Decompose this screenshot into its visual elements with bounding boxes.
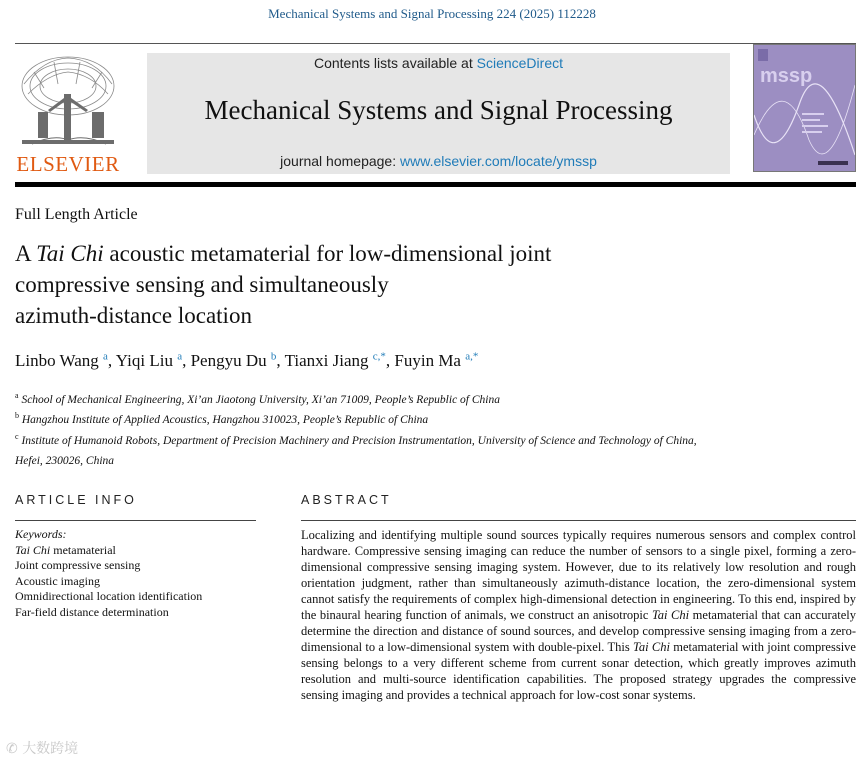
abstract-text: [301, 527, 856, 703]
journal-title[interactable]: Mechanical Systems and Signal Processing: [204, 95, 673, 125]
author-list: [15, 350, 478, 371]
keywords-label: Keywords:: [15, 527, 67, 541]
watermark-logo-icon: ✆: [6, 741, 23, 757]
title-italic: Tai Chi: [36, 241, 104, 266]
homepage-line: [147, 153, 730, 169]
article-type: Full Length Article: [15, 206, 138, 223]
title-prefix: A: [15, 241, 37, 266]
contents-line: [147, 55, 730, 71]
author-name: Tianxi Jiang: [284, 350, 369, 370]
title-line-3: azimuth-distance location: [15, 303, 252, 328]
watermark: [6, 738, 78, 758]
affiliation: [15, 388, 735, 408]
abstract-part-1: Localizing and identifying multiple sound sources typically requires numerous sensors and complex control hardware. Compressive sensing imaging can reduce the number of sensors to a single pixel, forming a zero-dimensional compressive sensing imaging system. However, due to its relatively low resolution and rough orientation judgment, rather than simultaneously azimuth-distance location, the zero-dimensional system cannot satisfy the requirements of complex high-dimensional detection in engineering. To this end, inspired by the binaural hearing function of animals, we construct an anisotropic: [301, 528, 856, 622]
affiliation-text: School of Mechanical Engineering, Xi’an Jiaotong University, Xi’an 71009, People’s Republic of China: [21, 393, 500, 406]
affiliation-mark: b: [15, 411, 19, 421]
author-sep: ,: [107, 350, 116, 370]
author-name: Fuyin Ma: [394, 350, 461, 370]
author-affil-mark[interactable]: a: [103, 350, 108, 362]
author-sep: ,: [385, 350, 395, 370]
affiliation: [15, 449, 735, 469]
homepage-link[interactable]: www.elsevier.com/locate/ymssp: [400, 153, 597, 169]
article-info-heading: ARTICLE INFO: [15, 493, 137, 507]
author[interactable]: [285, 351, 395, 370]
title-line-1-rest: acoustic metamaterial for low-dimensional joint: [103, 241, 552, 266]
author-sep: ,: [276, 350, 285, 370]
title-line-1: [15, 238, 715, 269]
keyword-rest: metamaterial: [50, 542, 116, 557]
article-title: [15, 238, 715, 331]
affiliation-mark: c: [15, 431, 19, 441]
keyword-item[interactable]: Acoustic imaging: [15, 573, 100, 588]
sciencedirect-link[interactable]: ScienceDirect: [476, 55, 563, 71]
keywords-block: [15, 527, 202, 620]
cover-title: mssp: [760, 65, 813, 87]
affiliation: [15, 408, 735, 428]
elsevier-logo[interactable]: [14, 54, 122, 176]
affiliation-mark: a: [15, 391, 19, 400]
author-affil-mark[interactable]: c,*: [372, 350, 386, 362]
homepage-prefix: journal homepage:: [280, 153, 401, 169]
author[interactable]: [191, 351, 285, 370]
affiliation: [15, 429, 735, 449]
author[interactable]: [394, 351, 478, 370]
watermark-text: 大数跨境: [22, 741, 79, 757]
keyword-item[interactable]: Joint compressive sensing: [15, 558, 141, 572]
header-thick-rule: [15, 182, 856, 187]
author-affil-mark[interactable]: a,*: [465, 350, 479, 362]
author-name: Linbo Wang: [15, 350, 99, 370]
title-line-2: compressive sensing and simultaneously: [15, 272, 389, 297]
keyword-item[interactable]: [15, 543, 202, 559]
abstract-part-3: metamaterial with joint compressive sensing belongs to a very different scheme from current sonar detection, which greatly improves azimuth resolution and multi-source identification capabilities. The proposed strategy upgrades the compressive sensing imaging and provides a technical approach for low-cost sonar systems.: [301, 640, 856, 702]
journal-banner: [147, 53, 730, 174]
abstract-heading: ABSTRACT: [301, 493, 392, 507]
affiliation-list: [15, 388, 735, 469]
keyword-italic: Tai Chi: [15, 542, 51, 557]
author-affil-mark[interactable]: a: [177, 350, 183, 362]
author[interactable]: [116, 351, 191, 370]
journal-cover[interactable]: [753, 44, 856, 172]
contents-prefix: Contents lists available at: [313, 55, 477, 71]
keyword-item[interactable]: Far-field distance determination: [15, 604, 169, 619]
author-affil-mark[interactable]: b: [270, 350, 277, 362]
journal-citation[interactable]: Mechanical Systems and Signal Processing 224 (2025) 112228: [268, 6, 596, 21]
affiliation-text: Institute of Humanoid Robots, Department of Precision Machinery and Precision Instrumentation, University of Science and Technology of China,: [21, 434, 697, 447]
elsevier-tree-icon: [14, 54, 122, 150]
abstract-emphasis-2: Tai Chi: [633, 640, 670, 654]
affiliation-text: Hangzhou Institute of Applied Acoustics, Hangzhou 310023, People’s Republic of China: [21, 414, 429, 427]
author[interactable]: [15, 351, 116, 370]
article-info-rule: [15, 520, 256, 521]
header-divider: [15, 43, 856, 44]
elsevier-wordmark: ELSEVIER: [16, 152, 120, 176]
abstract-emphasis-1: Tai Chi: [651, 608, 690, 622]
author-name: Yiqi Liu: [115, 350, 173, 370]
author-name: Pengyu Du: [190, 350, 267, 370]
keyword-item[interactable]: Omnidirectional location identification: [15, 589, 203, 603]
affiliation-text: Hefei, 230026, China: [15, 454, 115, 467]
abstract-rule: [301, 520, 856, 521]
author-sep: ,: [182, 350, 191, 370]
cover-waveform-icon: [754, 45, 855, 171]
abstract-part-2: metamaterial that can accurately determine the direction and distance of sound sources, and develop compressive sensing imaging from a zero-dimensional to a low-dimensional system with double-pixel. This: [301, 608, 856, 654]
